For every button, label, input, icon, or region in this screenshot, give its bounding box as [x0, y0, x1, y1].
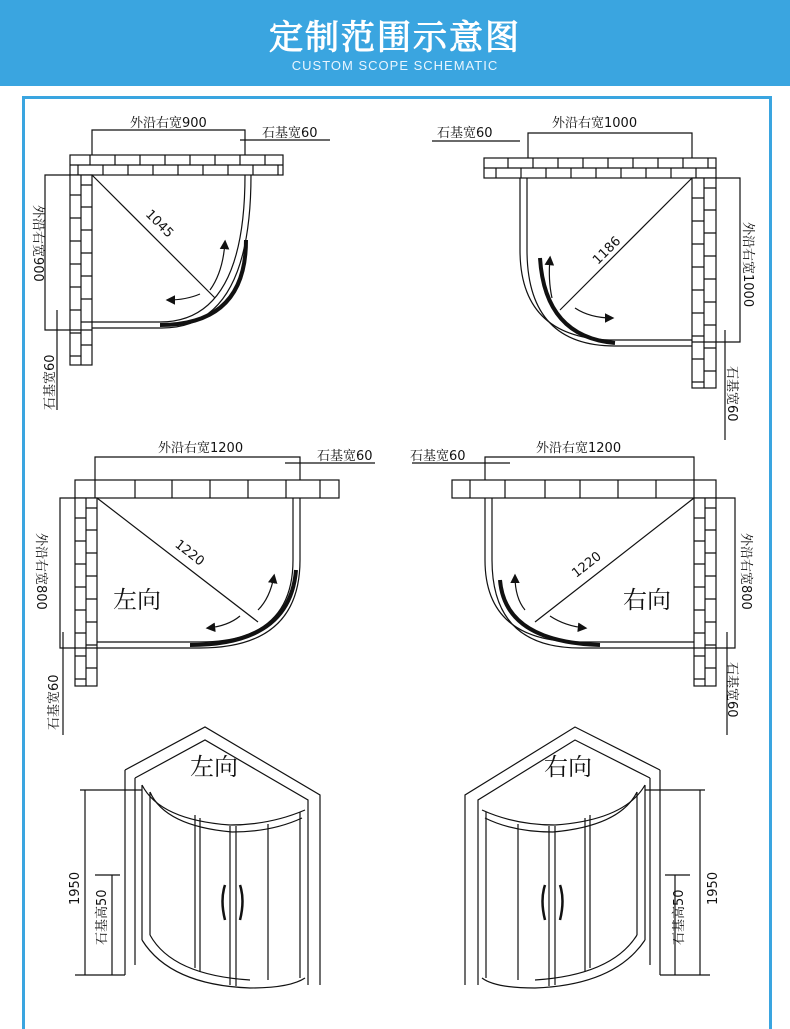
- page-subtitle: CUSTOM SCOPE SCHEMATIC: [291, 58, 499, 73]
- plan3-base-width-side: 石基宽60: [47, 674, 62, 730]
- plan2-diagonal: 1186: [590, 233, 625, 268]
- plan4-base-width-side: 石基宽60: [724, 662, 739, 718]
- plan2-base-width-side: 石基宽60: [724, 366, 739, 422]
- plan2-outer-width-top: 外沿右宽1000: [552, 116, 638, 131]
- plan3-diagonal: 1220: [171, 537, 207, 570]
- view-right-direction: 右向: [544, 753, 592, 781]
- plan4-outer-width-side: 外沿右宽800: [738, 533, 753, 610]
- plan1-outer-width-side: 外沿右宽900: [30, 205, 45, 282]
- plan1-base-width-top: 石基宽60: [262, 126, 318, 141]
- plan4-direction-label: 右向: [623, 586, 671, 614]
- plan2-outer-width-side: 外沿右宽1000: [740, 222, 755, 308]
- plan3-direction-label: 左向: [113, 586, 161, 614]
- plan4-base-width-top: 石基宽60: [410, 449, 466, 464]
- plan3-outer-width-side: 外沿右宽800: [33, 533, 48, 610]
- plan4-outer-width-top: 外沿右宽1200: [536, 441, 622, 456]
- view-left-base-height: 石基高50: [95, 889, 110, 945]
- plan1-diagonal: 1045: [142, 207, 177, 242]
- plan1-base-width-side: 石基宽60: [43, 354, 58, 410]
- plan-diagram-1: [45, 130, 330, 410]
- plan4-diagonal: 1220: [569, 549, 605, 582]
- plan-diagram-3: [60, 457, 375, 735]
- plan3-base-width-top: 石基宽60: [317, 449, 373, 464]
- view-left-direction: 左向: [190, 753, 238, 781]
- plan3-outer-width-top: 外沿右宽1200: [158, 441, 244, 456]
- view-left-height: 1950: [68, 871, 83, 905]
- view-right-base-height: 石基高50: [672, 889, 687, 945]
- plan2-base-width-top: 石基宽60: [437, 126, 493, 141]
- page-title: 定制范围示意图: [269, 18, 521, 58]
- view-right-height: 1950: [706, 871, 721, 905]
- plan-diagram-2: [432, 133, 740, 440]
- plan-diagram-4: [412, 457, 735, 735]
- plan1-outer-width-top: 外沿右宽900: [130, 116, 207, 131]
